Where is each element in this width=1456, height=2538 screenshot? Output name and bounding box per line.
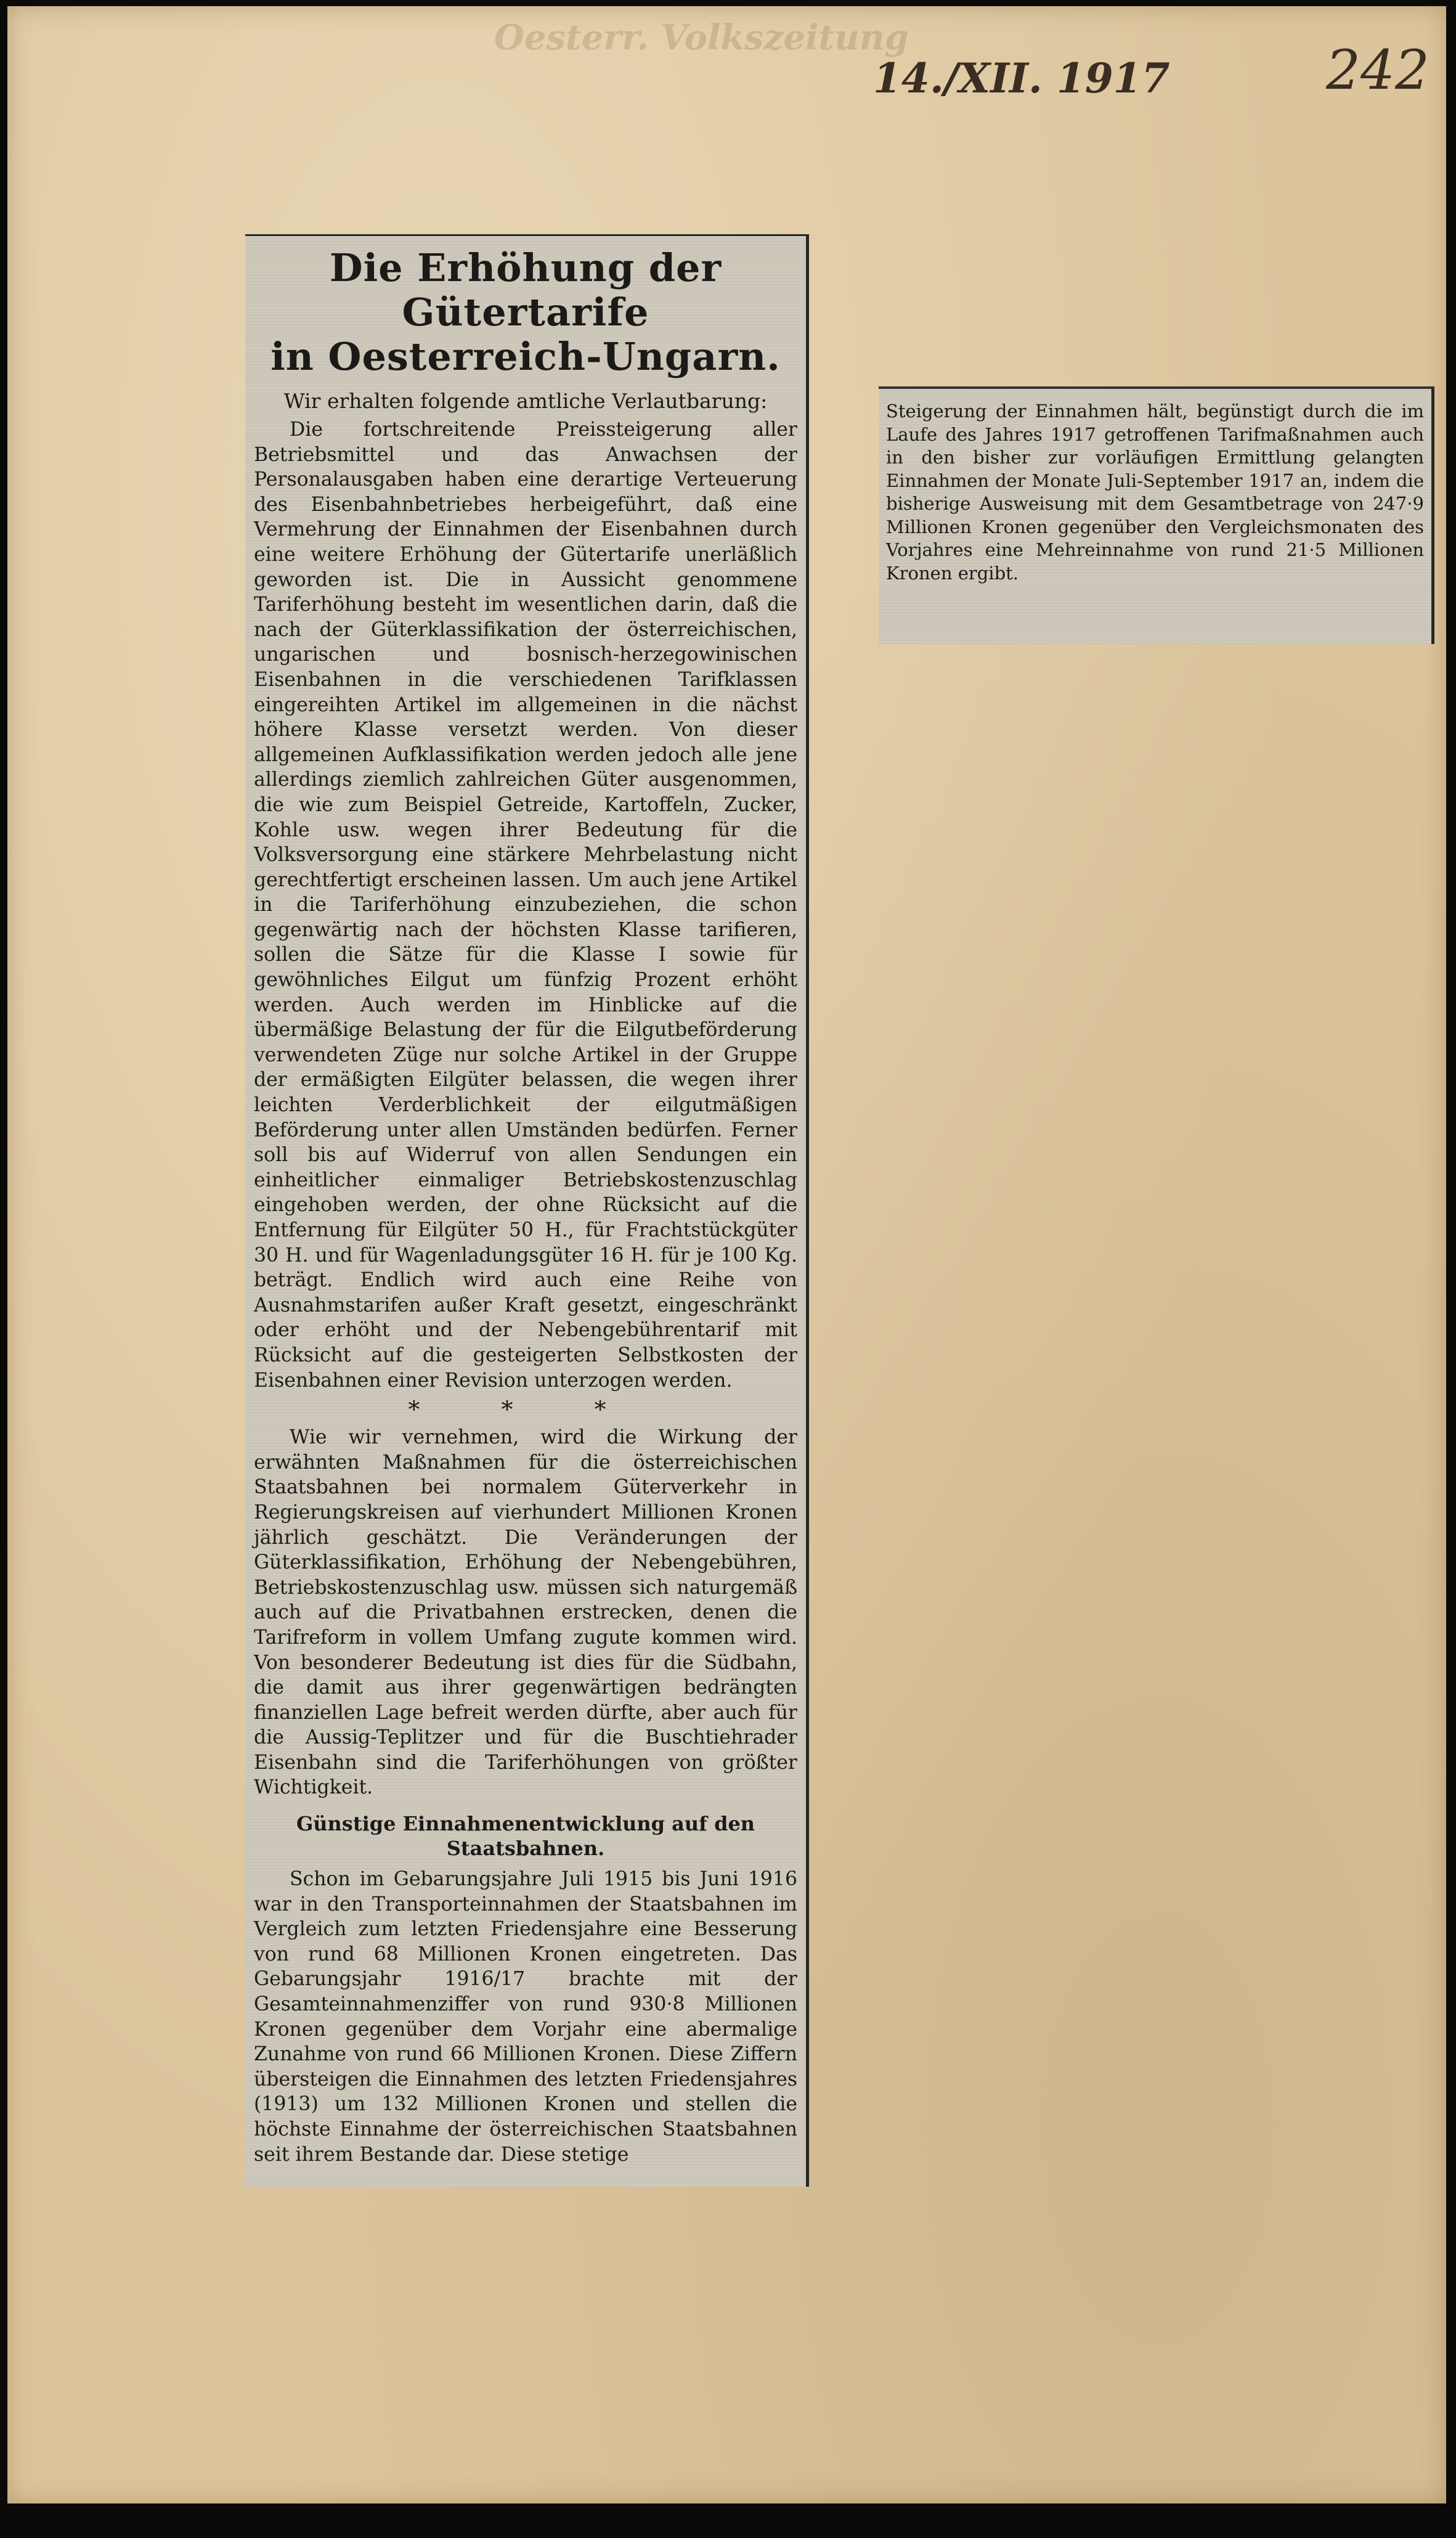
article-paragraph-1: Die fortschreitende Preissteigerung aller Betriebsmittel und das Anwachsen der Personalausgaben haben eine derartige Verteuerung des Eisenbahnbetriebes herbeigeführt, daß eine Vermehrung der Einnahmen der Eisenbahnen durch eine weitere Erhöhung der Gütertarife unerläßlich geworden ist. Die in Aussicht genommene Tariferhöhung besteht im wesentlichen darin, daß die nach der Güterklassifikation der österreichischen, ungarischen und bosnisch-herzegowinischen Eisenbahnen in die verschiedenen Tarifklassen eingereihten Artikel im allgemeinen in die nächst höhere Klasse versetzt werden. Von dieser allgemeinen Aufklassifikation werden jedoch alle jene allerdings ziemlich zahlreichen Güter ausgenommen, die wie zum Beispiel Getreide, Kartoffeln, Zucker, Kohle usw. wegen ihrer Bedeutung für die Volksversorgung eine stärkere Mehrbelastung nicht gerechtfertigt erscheinen lassen. Um auch jene Artikel in die Tariferhöhung einzubeziehen, die schon gegenwärtig nach der höchsten Klasse tarifieren, sollen die Sätze für die Klasse I sowie für gewöhnliches Eilgut um fünfzig Prozent erhöht werden. Auch werden im Hinblicke auf die übermäßige Belastung der für die Eilgutbeförderung verwendeten Züge nur solche Artikel in der Gruppe der ermäßigten Eilgüter belassen, die wegen ihrer leichten Verderblichkeit der eilgutmäßigen Beförderung unter allen Umständen bedürfen. Ferner soll bis auf Widerruf von allen Sendungen ein einheitlicher einmaliger Betriebskostenzuschlag eingehoben werden, der ohne Rücksicht auf die Entfernung für Eilgüter 50 H., für Frachtstückgüter 30 H. und für Wagenladungsgüter 16 H. für je 100 Kg. beträgt. Endlich wird auch eine Reihe von Ausnahmstarifen außer Kraft gesetzt, eingeschränkt oder erhöht und der Nebengebührentarif mit Rücksicht auf die gesteigerten Selbstkosten der Eisenbahnen einer Revision unterzogen werden. [254,418,797,1392]
handwritten-date: 14./XII. 1917 [873,54,1170,102]
article-subheading: Günstige Einnahmenentwicklung auf den Staatsbahnen. [296,1812,755,1861]
handwritten-page-number: 242 [1326,38,1430,102]
section-divider-stars: * * * [408,1396,643,1424]
headline-line-1: Die Erhöhung der Gütertarife [329,245,722,335]
article-headline [254,246,797,379]
headline-line-2: in Oesterreich-Ungarn. [270,334,781,379]
article-paragraph-2: Wie wir vernehmen, wird die Wirkung der erwähnten Maßnahmen für die österreichischen Staatsbahnen bei normalem Güterverkehr in Regierungskreisen auf vierhundert Millionen Kronen jährlich geschätzt. Die Veränderungen der Güterklassifikation, Erhöhung der Nebengebühren, Betriebskostenzuschlag usw. müssen sich naturgemäß auch auf die Privatbahnen erstrecken, denen die Tarifreform in vollem Umfang zugute kommen wird. Von besonderer Bedeutung ist dies für die Südbahn, die damit aus ihrer gegenwärtigen bedrängten finanziellen Lage befreit werden dürfte, aber auch für die Aussig-Teplitzer und für die Buschtiehrader Eisenbahn sind die Tariferhöhungen von größter Wichtigkeit. [254,1426,797,1799]
newspaper-source-stamp: Oesterr. Volkszeitung [494,17,909,58]
article-paragraph-3: Schon im Gebarungsjahre Juli 1915 bis Juni 1916 war in den Transporteinnahmen der Staatsbahnen im Vergleich zum letzten Friedensjahre eine Besserung von rund 68 Millionen Kronen eingetreten. Das Gebarungsjahr 1916/17 brachte mit der Gesamteinnahmenziffer von rund 930·8 Millionen Kronen gegenüber dem Vorjahr eine abermalige Zunahme von rund 66 Millionen Kronen. Diese Ziffern übersteigen die Einnahmen des letzten Friedensjahres (1913) um 132 Millionen Kronen und stellen die höchste Einnahme der österreichischen Staatsbahnen seit ihrem Bestande dar. Diese stetige [254,1868,797,2166]
article-intro: Wir erhalten folgende amtliche Verlautbarung: [283,389,768,413]
article-continuation: Steigerung der Einnahmen hält, begünstigt durch die im Laufe des Jahres 1917 getroffenen Tarifmaßnahmen auch in den bisher zur vorläufigen Ermittlung gelangten Einnahmen der Monate Juli-September 1917 an, indem die bisherige Ausweisung mit dem Gesamtbetrage von 247·9 Millionen Kronen gegenüber den Vergleichsmonaten des Vorjahres eine Mehreinnahme von rund 21·5 Millionen Kronen ergibt. [886,401,1424,584]
newspaper-clipping-continuation [879,386,1434,644]
newspaper-clipping-main [245,234,809,2187]
